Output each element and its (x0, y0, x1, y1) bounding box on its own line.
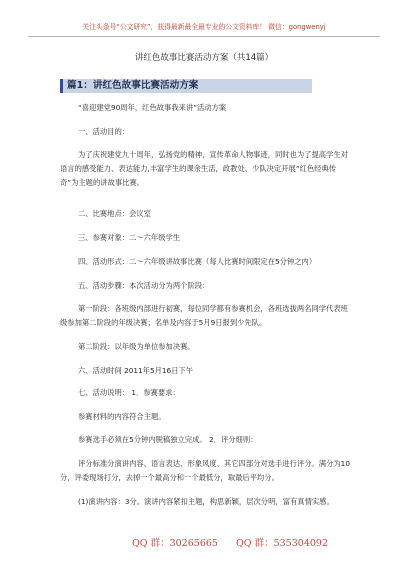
subtitle-paragraph: “喜迎建党90周年，红色故事我来讲”活动方案 (78, 103, 227, 112)
paragraph: (1)演讲内容：3分。演讲内容紧扣主题，构思新颖，层次分明，富有真情实感。 (78, 497, 334, 506)
paragraph: 五、活动步骤：本次活动分为两个阶段： (78, 281, 210, 290)
section-heading: 篇1：讲红色故事比赛活动方案 (60, 79, 312, 93)
paragraph: 为了庆祝建党九十周年，弘扬党的精神，宣传革命人物事迹，同时也为了提高学生对语言的感受能力、表达能力,丰富学生的课余生活，政教处、少队决定开展“红色经典传奇”为主题的讲故事比赛。 (60, 150, 348, 187)
paragraph: 二、比赛地点：会议室 (78, 209, 151, 218)
paragraph: 第二阶段：以年级为单位参加决赛。 (78, 342, 195, 351)
document-title: 讲红色故事比赛活动方案（共14篇） (134, 53, 274, 63)
qq-group-1: QQ 群：30265665 (132, 538, 218, 549)
paragraph: 六、活动时间 2011年5月16日下午 (78, 366, 194, 375)
paragraph: 三、参赛对象：二～六年级学生 (78, 233, 181, 242)
paragraph: 第一阶段：各班级内部进行初赛，每位同学都有参赛机会，各班选拔两名同学代表班级参加第二阶段的年级决赛；名单及内容于5月9日报到少先队。 (60, 304, 348, 327)
paragraph: 参赛选手必须在5分钟内脱稿独立完成。 2．评分细则： (78, 435, 258, 444)
header-banner: 关注头条号“公文研究”，获得最新最全最专业的公文资料库！ 微信：gongwenyj (82, 23, 326, 31)
paragraph: 参赛材料的内容符合主题。 (78, 412, 166, 421)
footer (0, 535, 408, 551)
paragraph: 评分标准分演讲内容、语言表达、形象风度、其它四部分对选手进行评分。满分为10分，评委现场打分，去掉一个最高分和一个最低分，取最后平均分。 (60, 459, 350, 482)
qq-group-2: QQ 群：535304092 (236, 538, 328, 549)
paragraph: 七、活动说明： 1．参赛要求： (78, 388, 180, 397)
paragraph: 四、活动形式：二～六年级讲故事比赛（每人比赛时间限定在5分钟之内） (78, 257, 317, 266)
header-divider (28, 36, 380, 37)
paragraph: 一、活动目的： (78, 127, 130, 136)
